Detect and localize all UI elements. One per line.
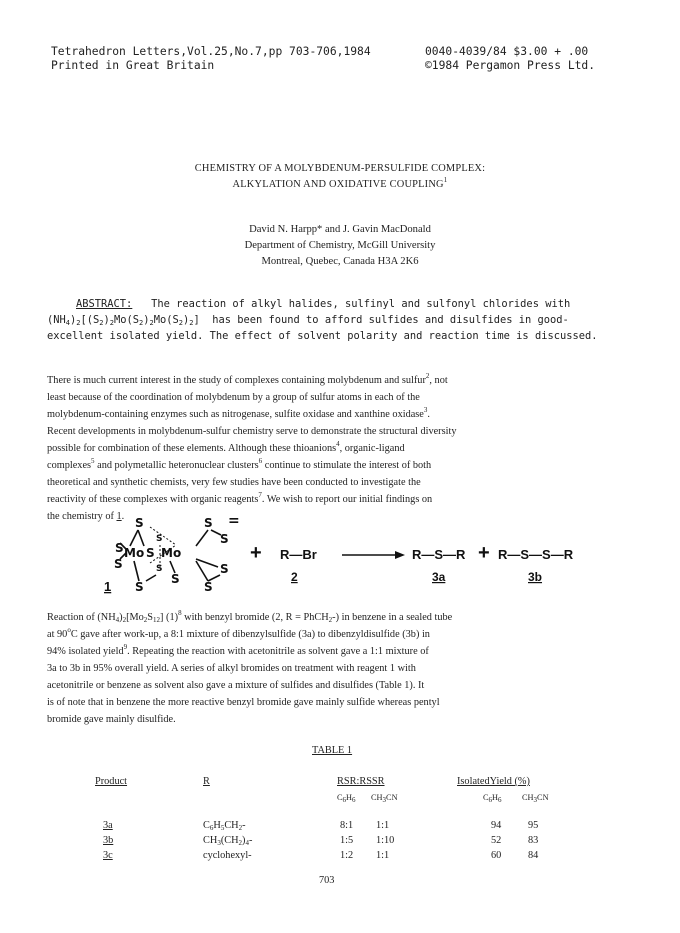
- atom-s: S: [135, 516, 144, 530]
- results-line: [47, 643, 627, 660]
- cell-r: $CH_3(CH_2)_4-$: [203, 835, 253, 847]
- atom-s: S: [156, 534, 163, 544]
- intro-text: . We wish to report our initial findings on: [261, 494, 433, 505]
- table-col-ratio-c6h6: [340, 818, 353, 863]
- intro-text: the chemistry of: [47, 511, 117, 522]
- cell-r: cyclohexyl-: [203, 850, 252, 861]
- intro-line: [47, 372, 627, 389]
- intro-text: molybdenum-containing enzymes such as nitrogenase, sulfite oxidase and xanthine oxidase: [47, 409, 424, 420]
- table-col-ratio-ch3cn: [376, 818, 394, 863]
- intro-text: , organic-ligand: [339, 443, 405, 454]
- printed-note: Printed in Great Britain: [51, 59, 215, 72]
- ref-sup: 6: [258, 457, 263, 465]
- product-disulfide: R—S—S—R: [498, 547, 574, 562]
- copyright-line: ©1984 Pergamon Press Ltd.: [425, 59, 596, 72]
- cell-ratio: 1:10: [376, 835, 395, 846]
- reagent-label: 2: [291, 570, 298, 584]
- abstract-line1: [47, 296, 632, 312]
- results-line: Reaction of $(NH_4)_2[Mo_2S_{12}]$ $(1)^8$ with benzyl bromide (2, R = PhCH$_2$-) in benzene in a sealed tube: [47, 609, 453, 624]
- cell-yield: 52: [491, 835, 502, 846]
- cell-yield: 94: [491, 820, 502, 831]
- table-row: [103, 818, 113, 863]
- table-caption: TABLE 1: [312, 745, 353, 756]
- product-disulfide-label: 3b: [528, 570, 543, 584]
- atom-s: S: [156, 564, 163, 574]
- journal-citation: Tetrahedron Letters,Vol.25,No.7,pp 703-706,1984: [51, 45, 371, 58]
- arrow-head: [395, 551, 405, 559]
- atom-s: S: [135, 580, 144, 594]
- abstract-block: [47, 296, 632, 344]
- cell-product: 3a: [103, 820, 113, 831]
- intro-text: continue to stimulate the interest of both: [262, 460, 432, 471]
- intro-text: possible for combination of these elements. Although these thioanions: [47, 443, 337, 454]
- atom-s: S: [204, 580, 213, 594]
- intro-text: complexes: [47, 460, 92, 471]
- table-col-yield-ch3cn: [528, 818, 538, 863]
- ref-sup: 3: [423, 406, 428, 414]
- title-line2-text: ALKYLATION AND OXIDATIVE COUPLING: [232, 179, 444, 190]
- table-col-yield-c6h6: [491, 818, 501, 863]
- author-address: Montreal, Quebec, Canada H3A 2K6: [261, 256, 419, 267]
- abstract-text-2: has been found to afford sulfides and disulfides in good-: [212, 314, 569, 326]
- intro-text: .: [427, 409, 430, 420]
- abstract-formula-a: (NH: [47, 314, 66, 326]
- ref-sup: 2: [425, 372, 430, 380]
- cell-yield: 95: [528, 820, 539, 831]
- abstract-line3: excellent isolated yield. The effect of solvent polarity and reaction time is discussed.: [47, 330, 598, 342]
- cell-ratio: 1:1: [376, 850, 390, 861]
- col-header-yield: [457, 776, 530, 787]
- results-text: Reaction of (NH: [47, 612, 116, 623]
- ref-sup: 5: [91, 457, 95, 465]
- cell-product: 3c: [103, 850, 113, 861]
- atom-mo: Mo: [124, 546, 145, 560]
- intro-line: [47, 457, 627, 474]
- atom-s: S: [204, 516, 213, 530]
- product-sulfide-label: 3a: [432, 570, 446, 584]
- cell-ratio: 1:1: [376, 820, 390, 831]
- title-footnote-ref: 1: [443, 176, 448, 184]
- intro-text: reactivity of these complexes with organic reagents: [47, 494, 259, 505]
- author-department: Department of Chemistry, McGill University: [244, 240, 436, 251]
- yield-header-text: IsolatedYield (%): [457, 776, 530, 787]
- results-line: acetonitrile or benzene as solvent also gave a mixture of sulfides and disulfides (Table 1). It: [47, 680, 425, 691]
- plus-sign: +: [250, 542, 262, 564]
- intro-text: There is much current interest in the study of complexes containing molybdenum and sulfur: [47, 375, 426, 386]
- reagent-rbr: R—Br: [280, 547, 317, 562]
- col-header-r: R: [203, 776, 210, 787]
- abstract-label: ABSTRACT:: [76, 298, 133, 310]
- results-text: (1): [166, 612, 179, 623]
- subheader-ch3cn: $CH_3CN$: [371, 793, 398, 804]
- plus-sign: +: [478, 542, 490, 564]
- atom-s: S: [220, 562, 229, 576]
- intro-paragraph: [47, 372, 627, 525]
- ref-sup: 4: [336, 440, 340, 448]
- paper-title-line1: CHEMISTRY OF A MOLYBDENUM-PERSULFIDE COMPLEX:: [194, 163, 486, 174]
- results-text: at 90: [47, 629, 68, 640]
- results-text: . Repeating the reaction with acetonitrile as solvent gave a 1:1 mixture of: [127, 646, 429, 657]
- issn-price: 0040-4039/84 $3.00 + .00: [425, 45, 589, 58]
- results-text: with benzyl bromide (2, R = PhCH: [181, 612, 329, 623]
- author-names: David N. Harpp* and J. Gavin MacDonald: [249, 224, 431, 235]
- atom-s: S: [171, 572, 180, 586]
- ref-sup: 7: [258, 491, 262, 499]
- page-number: 703: [319, 875, 335, 886]
- intro-line: least because of the coordination of molybdenum by a group of sulfur atoms in each of the: [47, 392, 420, 403]
- charge: =: [228, 515, 240, 529]
- cell-ratio: 8:1: [340, 820, 354, 831]
- results-text: 94% isolated yield: [47, 646, 124, 657]
- abstract-text-1: The reaction of alkyl halides, sulfinyl and sulfonyl chlorides with: [151, 298, 571, 310]
- cell-ratio: 1:2: [340, 850, 354, 861]
- intro-line: theoretical and synthetic chemists, very few studies have been conducted to investigate the: [47, 477, 421, 488]
- paper-title-line2: [0, 176, 680, 190]
- intro-line: Recent developments in molybdenum-sulfur chemistry serve to demonstrate the structural diversity: [47, 426, 457, 437]
- intro-line: [47, 406, 627, 423]
- col-header-ratio: RSR:RSSR: [337, 776, 385, 787]
- reaction-scheme: [90, 515, 590, 610]
- cell-r: $C_6H_5CH_2-$: [203, 820, 246, 832]
- atom-s: S: [115, 541, 124, 555]
- intro-text: .: [121, 511, 125, 522]
- atom-s: S: [220, 532, 229, 546]
- compound-ref: 1: [116, 511, 122, 522]
- intro-line: [47, 491, 627, 508]
- subheader-c6h6: $C_6H_6$: [337, 793, 356, 804]
- results-line: at 90$^o$C gave after work-up, a 8:1 mixture of dibenzylsulfide (3a) to dibenzyldisulfide (3b) in: [47, 626, 430, 640]
- product-sulfide: R—S—R: [412, 547, 466, 562]
- compound-1-label: 1: [104, 579, 112, 594]
- results-line: 3a to 3b in 95% overall yield. A series of alkyl bromides on treatment with reagent 1 with: [47, 663, 416, 674]
- intro-text: , not: [429, 375, 448, 386]
- cell-ratio: 1:5: [340, 835, 354, 846]
- intro-text: and polymetallic heteronuclear clusters: [94, 460, 259, 471]
- col-header-product: Product: [95, 776, 128, 787]
- subheader-ch3cn: $CH_3CN$: [522, 793, 549, 804]
- ref-sup: 8: [178, 609, 182, 617]
- atom-s: S: [114, 557, 123, 571]
- cell-yield: 84: [528, 850, 539, 861]
- results-line: bromide gave mainly disulfide.: [47, 714, 176, 725]
- cell-yield: 83: [528, 835, 539, 846]
- ref-sup: 9: [123, 643, 128, 651]
- cell-yield: 60: [491, 850, 502, 861]
- results-paragraph: [47, 609, 627, 728]
- results-text: -) in benzene in a sealed tube: [332, 612, 453, 623]
- cell-product: 3b: [103, 835, 114, 846]
- table-col-r: [203, 818, 252, 863]
- results-line: is of note that in benzene the more reactive benzyl bromide gave mainly sulfide whereas pentyl: [47, 697, 440, 708]
- intro-line: [47, 440, 627, 457]
- atom-s: S: [146, 546, 155, 560]
- subheader-c6h6: $C_6H_6$: [483, 793, 502, 804]
- results-text: C gave after work-up, a 8:1 mixture of dibenzylsulfide (3a) to dibenzyldisulfide (3b) in: [70, 629, 430, 640]
- atom-mo: Mo: [161, 546, 182, 560]
- abstract-line2: $(NH_4)_2[(S_2)_2Mo(S_2)_2Mo(S_2)_2]$ has been found to afford sulfides and disulfides in good-: [47, 314, 569, 327]
